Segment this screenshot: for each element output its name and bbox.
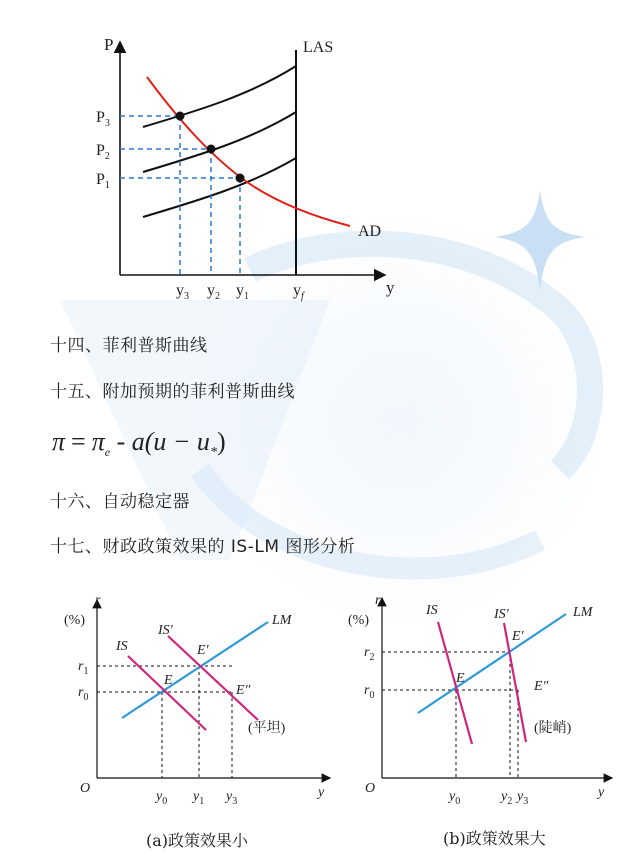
heading-14: 十四、菲利普斯曲线 (50, 336, 208, 356)
b-y2-label: $y_2$ (501, 789, 513, 807)
b-note: (陡峭) (534, 721, 572, 736)
b-e-label: E (456, 671, 465, 686)
b-is-prime-label: IS′ (494, 607, 509, 622)
a-y0-label: $y_0$ (156, 789, 168, 807)
a-y3-label: $y_3$ (226, 789, 238, 807)
a-pct-label: (%) (64, 613, 85, 628)
islm-chart-a (60, 585, 340, 815)
supply-curve-3 (143, 66, 296, 127)
b-is-label: IS (426, 603, 438, 618)
y2-label: $y_2$ (207, 282, 220, 302)
a-r-label: r (95, 593, 101, 608)
b-r0-label: $r_0$ (364, 683, 375, 701)
yf-label: $y_f$ (293, 282, 304, 302)
ad-curve (147, 77, 350, 226)
a-is-curve (128, 656, 206, 730)
axis-label-y: y (386, 278, 395, 297)
heading-15: 十五、附加预期的菲利普斯曲线 (50, 382, 295, 402)
p3-label: $P_3$ (96, 109, 110, 129)
a-is-label: IS (116, 639, 128, 654)
b-y-axis-label: y (598, 785, 605, 800)
b-y0-label: $y_0$ (449, 789, 461, 807)
b-y3-label: $y_3$ (517, 789, 529, 807)
a-e-dprime-label: E″ (236, 683, 251, 698)
ad-label: AD (358, 223, 382, 240)
ad-las-chart (90, 30, 420, 310)
las-label: LAS (303, 39, 334, 56)
heading-17: 十七、财政政策效果的 IS-LM 图形分析 (50, 537, 356, 557)
b-origin-label: O (365, 781, 376, 796)
equilibrium-point-2 (207, 145, 216, 154)
b-r2-label: $r_2$ (364, 645, 375, 663)
b-pct-label: (%) (348, 613, 369, 628)
heading-16: 十六、自动稳定器 (50, 492, 190, 512)
dashed-guides (120, 116, 240, 275)
svg-text:π=πe - a(u − u*): $\pi = \pi_e - a(u - u_*)$ (52, 427, 226, 460)
supply-curve-1 (143, 158, 296, 217)
a-e-prime-label: E′ (197, 643, 209, 658)
a-r0-label: $r_0$ (78, 685, 89, 703)
a-origin-label: O (80, 781, 91, 796)
equilibrium-point-1 (236, 174, 245, 183)
islm-chart-b (345, 585, 625, 815)
b-e-dprime-label: E″ (534, 679, 549, 694)
caption-a: (a)政策效果小 (146, 831, 249, 850)
p2-label: $P_2$ (96, 142, 110, 162)
b-is-curve (438, 622, 472, 744)
equilibrium-point-3 (176, 112, 185, 121)
a-note: (平坦) (248, 721, 286, 736)
b-e-prime-label: E′ (512, 629, 524, 644)
axis-label-p: P (104, 35, 114, 54)
y1-label: $y_1$ (236, 282, 249, 302)
a-e-label: E (164, 673, 173, 688)
p1-label: $P_1$ (96, 171, 110, 191)
a-is-prime-label: IS′ (158, 623, 173, 638)
phillips-formula (52, 420, 292, 462)
b-lm-label: LM (573, 605, 593, 620)
caption-b: (b)政策效果大 (443, 829, 546, 848)
b-dotted-guides (382, 652, 518, 778)
a-lm-label: LM (272, 613, 292, 628)
b-r-label: r (375, 593, 381, 608)
a-r1-label: $r_1$ (78, 659, 89, 677)
y3-label: $y_3$ (176, 282, 189, 302)
a-y1-label: $y_1$ (193, 789, 205, 807)
a-y-axis-label: y (318, 785, 325, 800)
